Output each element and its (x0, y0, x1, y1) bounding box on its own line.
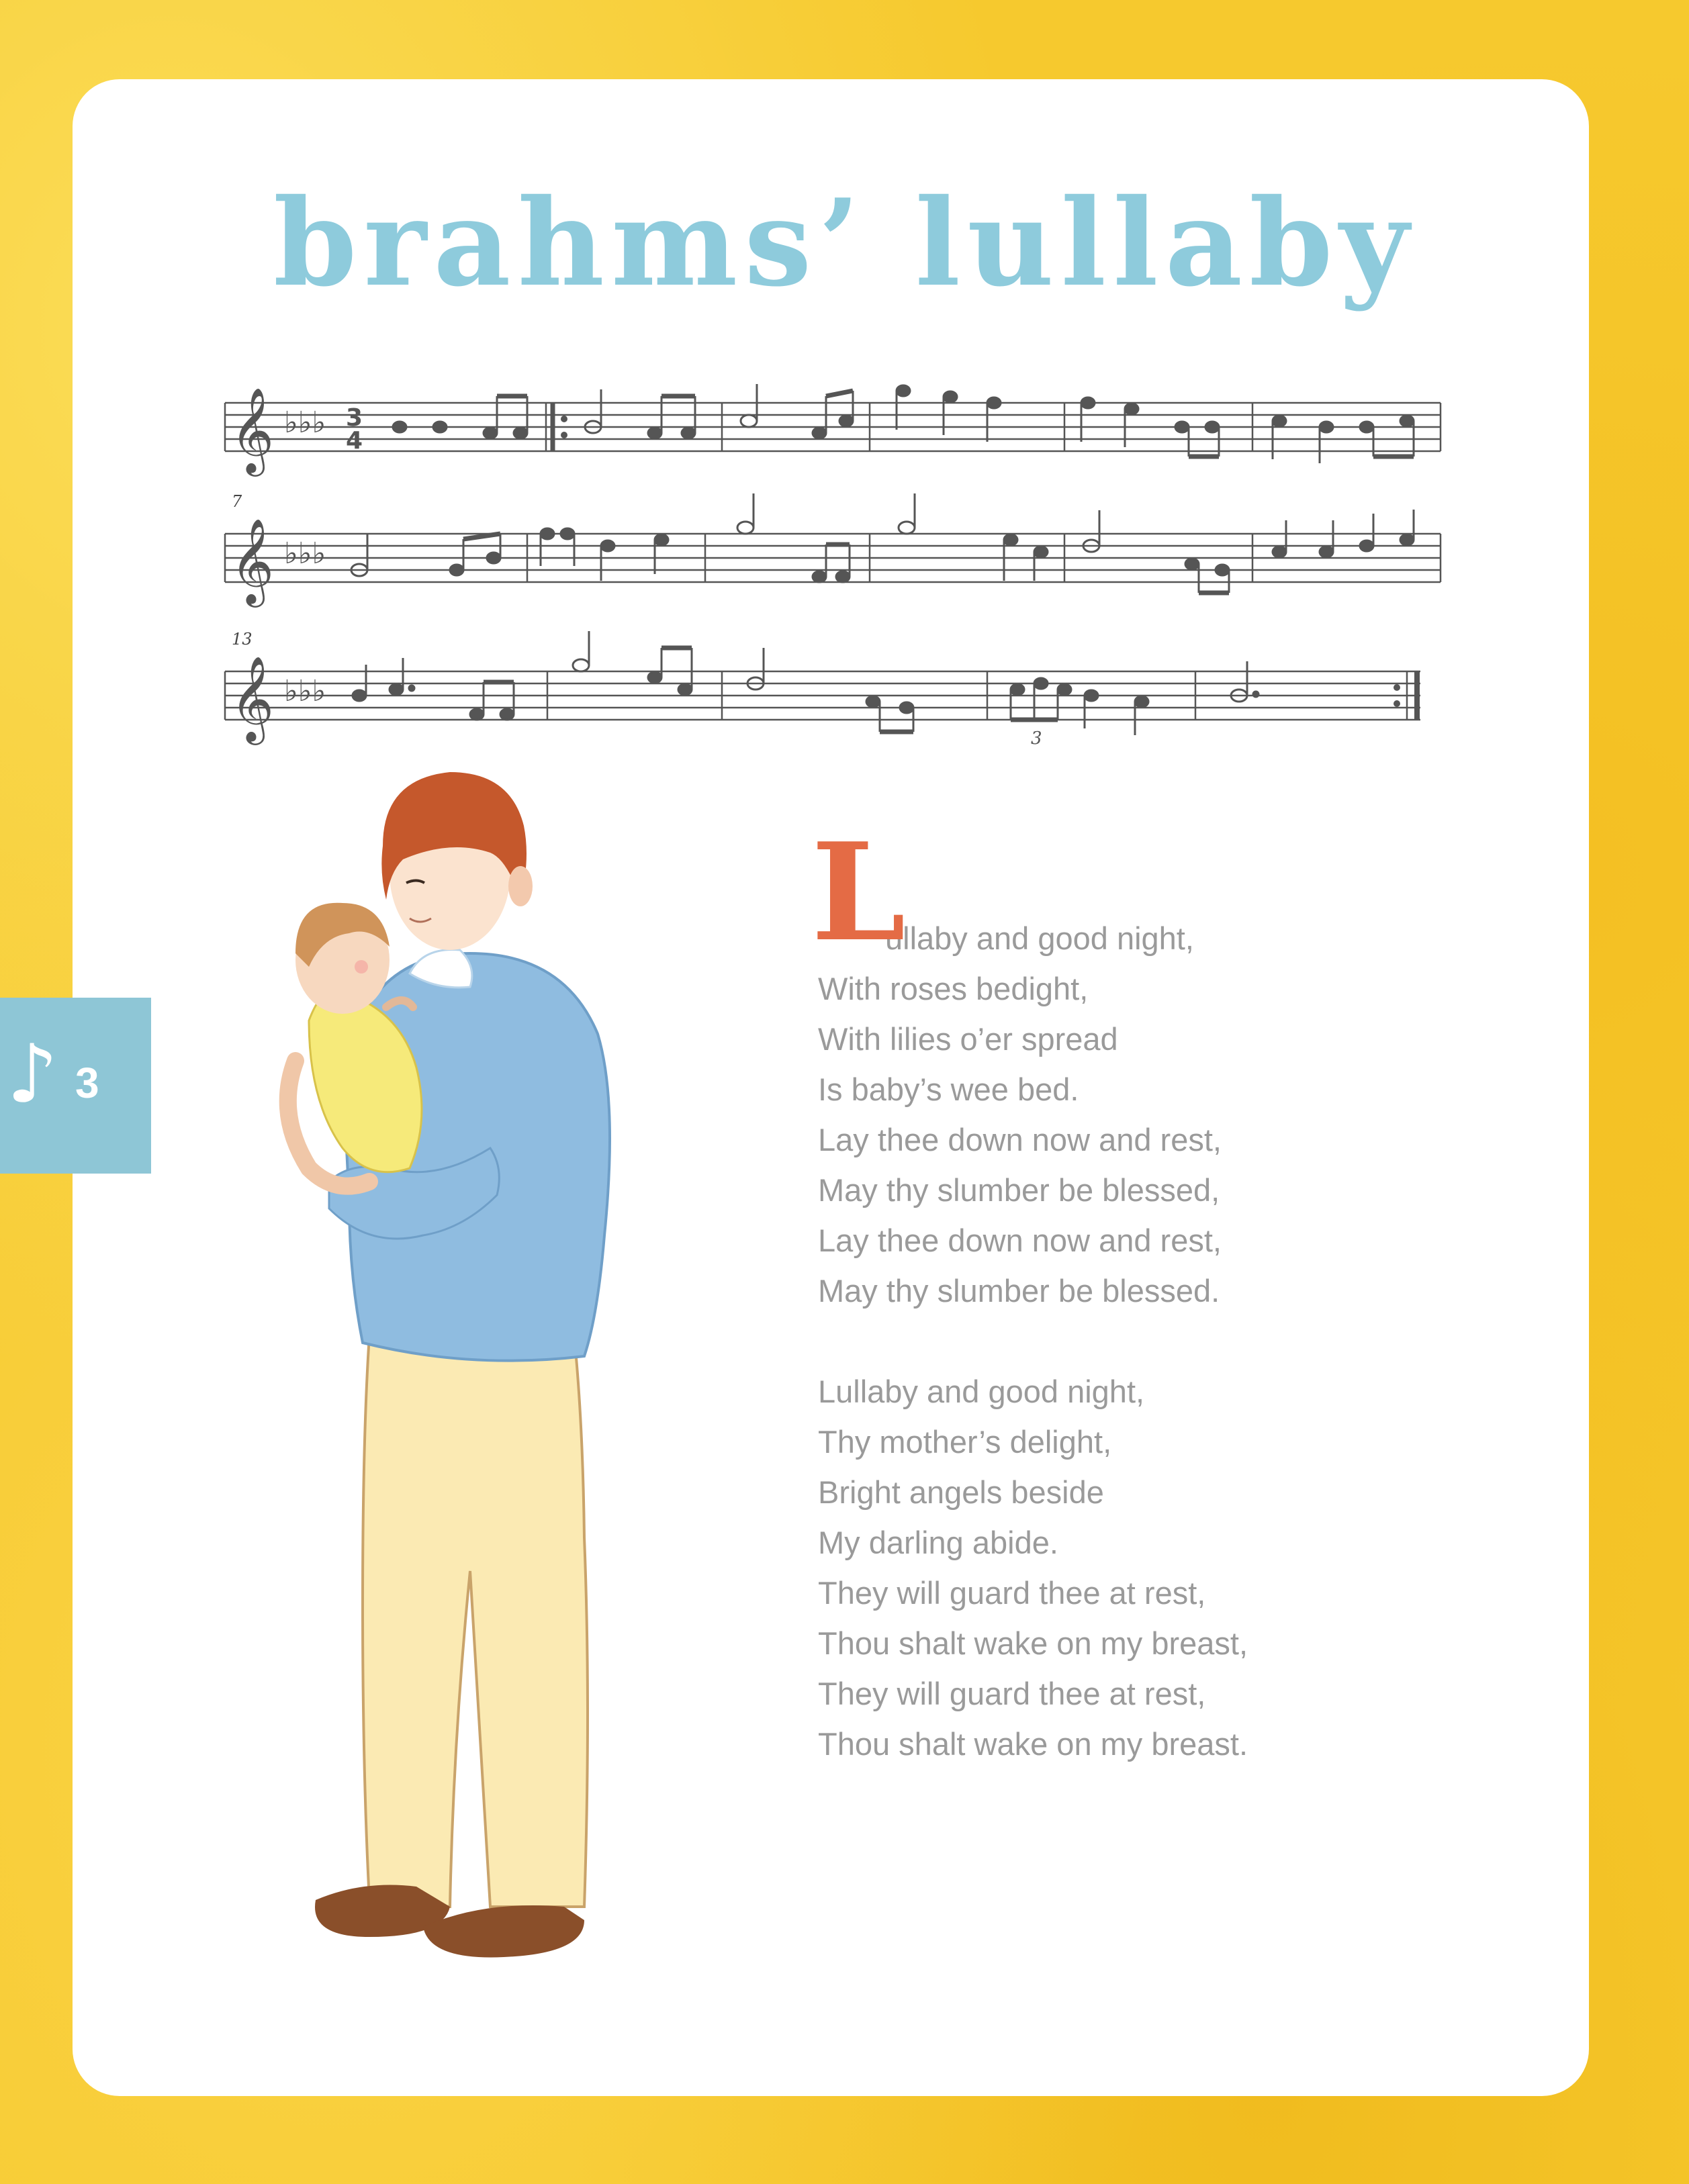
lyrics-block (811, 814, 1523, 1819)
verse-2 (818, 1366, 1523, 1769)
measure-number: 7 (232, 492, 242, 511)
svg-text:♭♭♭: ♭♭♭ (284, 674, 326, 708)
svg-text:𝄞: 𝄞 (230, 655, 275, 741)
lyric-line: Thou shalt wake on my breast, (818, 1625, 1248, 1661)
staff-lines-2 (225, 507, 1441, 614)
svg-text:3: 3 (346, 404, 363, 432)
music-note-icon: ♪ (7, 1028, 58, 1121)
lyric-line: They will guard thee at rest, (818, 1575, 1206, 1611)
page-number: 3 (75, 1059, 99, 1107)
lyric-line: May thy slumber be blessed. (818, 1273, 1220, 1309)
drop-cap: L (811, 814, 906, 971)
lyric-line: Thy mother’s delight, (818, 1424, 1112, 1460)
svg-text:4: 4 (346, 427, 363, 455)
measure-number: 13 (232, 630, 253, 649)
music-staff-3 (225, 630, 1441, 752)
lyric-line: ullaby and good night, (885, 920, 1194, 956)
song-title: brahms’ lullaby (273, 173, 1416, 313)
page-tab (0, 998, 151, 1174)
svg-text:♭♭♭: ♭♭♭ (284, 406, 326, 440)
verse-1 (811, 814, 1523, 1316)
lyric-line: Bright angels beside (818, 1474, 1104, 1510)
lyric-line: My darling abide. (818, 1525, 1058, 1560)
music-staff-1 (225, 376, 1441, 483)
staff-lines-1 (225, 376, 1441, 483)
staff-lines-3 (225, 645, 1441, 752)
lyric-line: Lullaby and good night, (818, 1374, 1145, 1409)
lyric-line: Lay thee down now and rest, (818, 1122, 1222, 1157)
lyric-line: With roses bedight, (818, 971, 1089, 1006)
svg-text:𝄞: 𝄞 (230, 387, 275, 473)
svg-text:𝄞: 𝄞 (230, 518, 275, 604)
lyric-line: May thy slumber be blessed, (818, 1172, 1220, 1208)
lyric-line: Thou shalt wake on my breast. (818, 1726, 1248, 1762)
lyric-line: They will guard thee at rest, (818, 1676, 1206, 1711)
music-staff-2 (225, 492, 1441, 614)
svg-text:♭♭♭: ♭♭♭ (284, 536, 326, 571)
lyric-line: With lilies o’er spread (818, 1021, 1118, 1057)
lyric-line: Lay thee down now and rest, (818, 1223, 1222, 1258)
triplet-mark: 3 (1031, 728, 1042, 749)
lyric-line: Is baby’s wee bed. (818, 1072, 1079, 1107)
father-baby-illustration (269, 765, 672, 2014)
